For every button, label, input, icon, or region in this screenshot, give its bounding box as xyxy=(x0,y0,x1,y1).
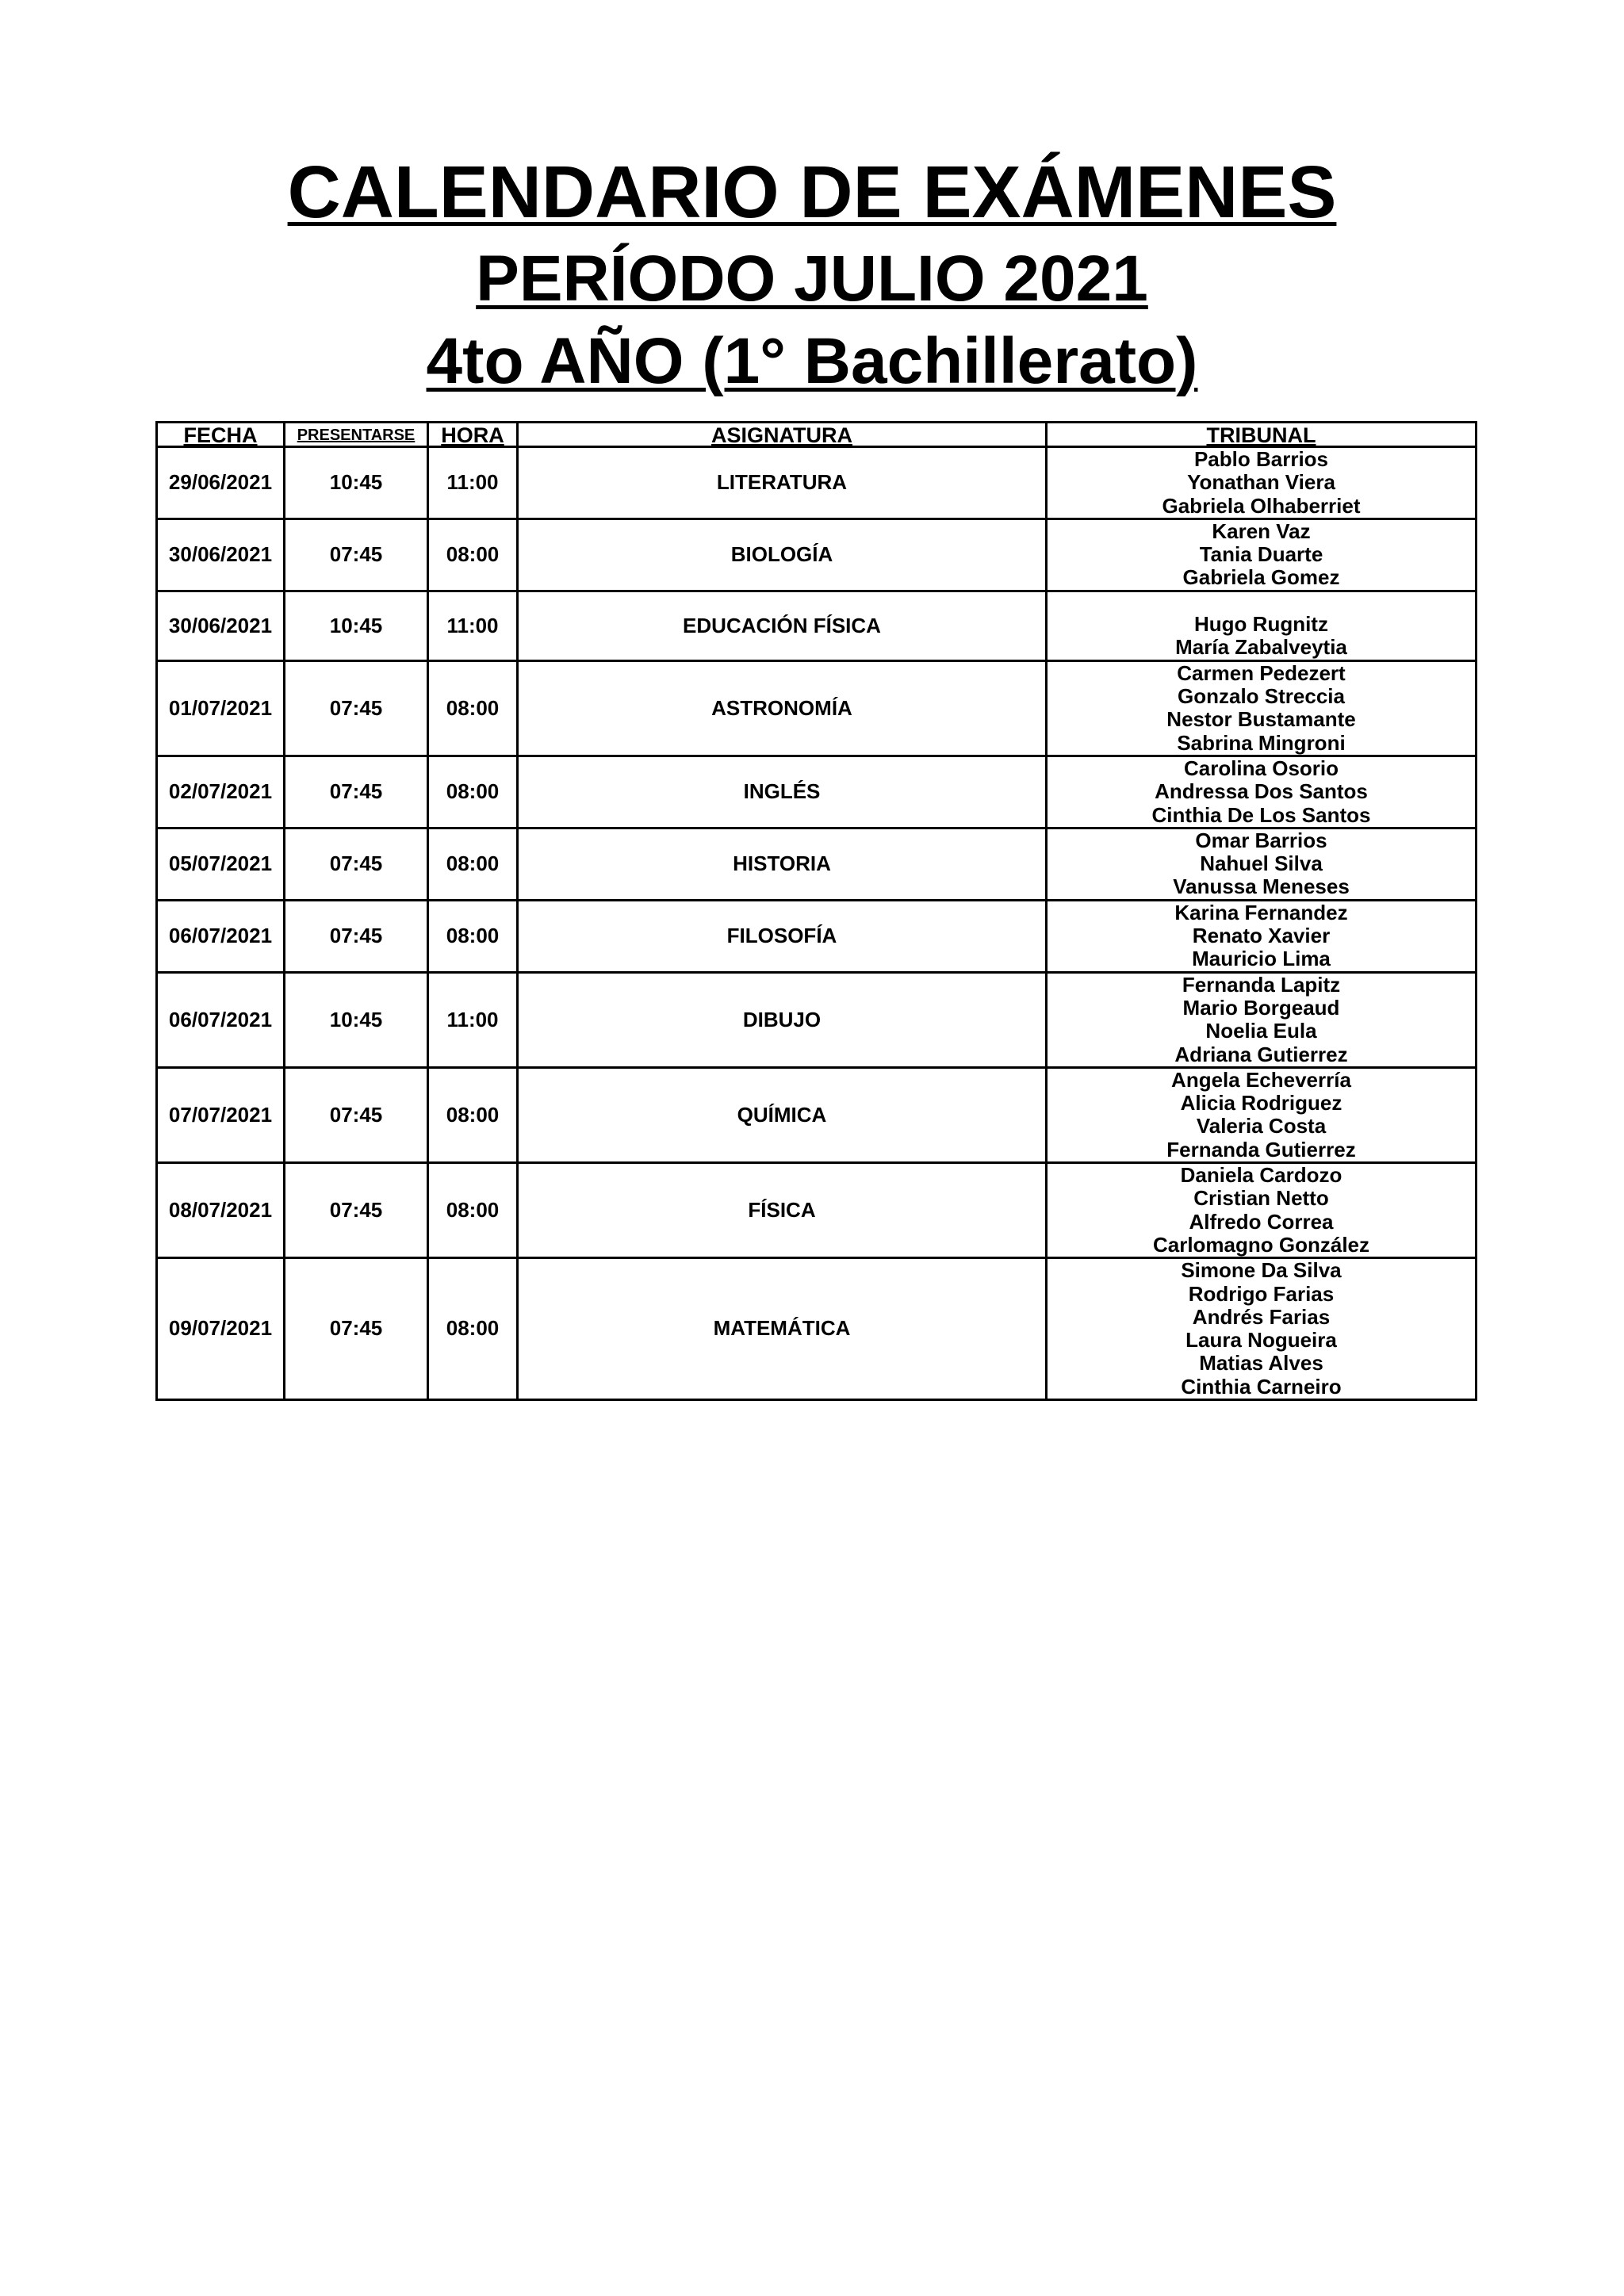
date-cell: 01/07/2021 xyxy=(157,660,285,756)
report-time-cell: 07:45 xyxy=(285,828,428,900)
table-row xyxy=(157,828,1477,900)
header-asignatura: ASIGNATURA xyxy=(518,423,1047,447)
exam-time-cell: 08:00 xyxy=(428,1067,518,1162)
tribunal-cell xyxy=(1047,756,1477,828)
tribunal-member: Nestor Bustamante xyxy=(1166,707,1356,732)
tribunal-cell xyxy=(1047,900,1477,972)
tribunal-member: Gonzalo Streccia xyxy=(1178,684,1345,709)
table-row xyxy=(157,591,1477,660)
table-row xyxy=(157,900,1477,972)
subject-cell: FÍSICA xyxy=(518,1163,1047,1258)
tribunal-member: Alfredo Correa xyxy=(1189,1209,1334,1234)
report-time-cell: 07:45 xyxy=(285,1163,428,1258)
tribunal-member: Fernanda Gutierrez xyxy=(1166,1137,1356,1161)
exam-time-cell: 08:00 xyxy=(428,900,518,972)
tribunal-cell xyxy=(1047,519,1477,591)
subject-cell: LITERATURA xyxy=(518,447,1047,519)
tribunal-member: Carolina Osorio xyxy=(1183,756,1339,780)
tribunal-member: Yonathan Viera xyxy=(1187,470,1335,495)
subject-cell: DIBUJO xyxy=(518,972,1047,1067)
subject-cell: FILOSOFÍA xyxy=(518,900,1047,972)
exam-time-cell: 08:00 xyxy=(428,1258,518,1400)
date-cell: 29/06/2021 xyxy=(157,447,285,519)
exam-time-cell: 08:00 xyxy=(428,519,518,591)
header-hora: HORA xyxy=(428,423,518,447)
tribunal-member: Mario Borgeaud xyxy=(1182,995,1340,1020)
subject-cell: ASTRONOMÍA xyxy=(518,660,1047,756)
tribunal-cell xyxy=(1047,1067,1477,1162)
tribunal-member: Matias Alves xyxy=(1199,1351,1323,1376)
tribunal-member: Carlomagno González xyxy=(1152,1232,1370,1257)
exam-time-cell: 11:00 xyxy=(428,591,518,660)
table-row xyxy=(157,756,1477,828)
tribunal-member: Hugo Rugnitz xyxy=(1194,612,1328,637)
tribunal-member: Andressa Dos Santos xyxy=(1155,779,1368,804)
table-row xyxy=(157,519,1477,591)
tribunal-cell xyxy=(1047,591,1477,660)
tribunal-member: Daniela Cardozo xyxy=(1180,1163,1342,1188)
table-header-row xyxy=(157,423,1477,447)
tribunal-member: Noelia Eula xyxy=(1205,1019,1317,1043)
document-header xyxy=(0,151,1624,397)
document-course: 4to AÑO (1° Bachillerato) xyxy=(426,325,1198,397)
report-time-cell: 07:45 xyxy=(285,519,428,591)
subject-cell: HISTORIA xyxy=(518,828,1047,900)
table-row xyxy=(157,972,1477,1067)
date-cell: 06/07/2021 xyxy=(157,900,285,972)
date-cell: 05/07/2021 xyxy=(157,828,285,900)
exam-schedule-table xyxy=(155,421,1477,1401)
tribunal-member: Gabriela Olhaberriet xyxy=(1162,493,1361,518)
tribunal-member: Cristian Netto xyxy=(1193,1186,1329,1211)
tribunal-member: Gabriela Gomez xyxy=(1182,565,1340,590)
table-row xyxy=(157,1067,1477,1162)
tribunal-cell xyxy=(1047,447,1477,519)
header-presentarse: PRESENTARSE xyxy=(285,423,428,447)
report-time-cell: 10:45 xyxy=(285,972,428,1067)
tribunal-member: Valeria Costa xyxy=(1196,1114,1327,1138)
tribunal-member: Laura Nogueira xyxy=(1185,1328,1337,1353)
tribunal-member: Adriana Gutierrez xyxy=(1174,1042,1348,1066)
date-cell: 30/06/2021 xyxy=(157,591,285,660)
exam-time-cell: 08:00 xyxy=(428,756,518,828)
tribunal-member: Rodrigo Farias xyxy=(1188,1281,1335,1306)
tribunal-member: Renato Xavier xyxy=(1192,924,1331,948)
table-row xyxy=(157,660,1477,756)
tribunal-member: Carmen Pedezert xyxy=(1177,660,1346,685)
subject-cell: QUÍMICA xyxy=(518,1067,1047,1162)
subject-cell: INGLÉS xyxy=(518,756,1047,828)
tribunal-member: Omar Barrios xyxy=(1195,828,1327,852)
report-time-cell: 10:45 xyxy=(285,591,428,660)
date-cell: 07/07/2021 xyxy=(157,1067,285,1162)
document-period: PERÍODO JULIO 2021 xyxy=(476,243,1148,315)
subject-cell: MATEMÁTICA xyxy=(518,1258,1047,1400)
tribunal-member: Tania Duarte xyxy=(1199,542,1323,567)
report-time-cell: 07:45 xyxy=(285,1258,428,1400)
tribunal-member: Karina Fernandez xyxy=(1174,900,1348,924)
tribunal-member: Sabrina Mingroni xyxy=(1177,730,1346,755)
report-time-cell: 07:45 xyxy=(285,1067,428,1162)
tribunal-cell xyxy=(1047,1258,1477,1400)
tribunal-member: Andrés Farias xyxy=(1192,1304,1331,1329)
tribunal-cell xyxy=(1047,1163,1477,1258)
tribunal-cell xyxy=(1047,660,1477,756)
table-body xyxy=(157,447,1477,1400)
exam-time-cell: 08:00 xyxy=(428,1163,518,1258)
header-fecha: FECHA xyxy=(157,423,285,447)
table-row xyxy=(157,447,1477,519)
tribunal-member: Angela Echeverría xyxy=(1171,1067,1351,1092)
exam-time-cell: 11:00 xyxy=(428,972,518,1067)
report-time-cell: 07:45 xyxy=(285,756,428,828)
tribunal-cell xyxy=(1047,972,1477,1067)
date-cell: 30/06/2021 xyxy=(157,519,285,591)
table-row xyxy=(157,1163,1477,1258)
exam-time-cell: 08:00 xyxy=(428,828,518,900)
subject-cell: BIOLOGÍA xyxy=(518,519,1047,591)
tribunal-member: Simone Da Silva xyxy=(1181,1258,1342,1283)
tribunal-member: María Zabalveytia xyxy=(1175,635,1347,660)
tribunal-member: Karen Vaz xyxy=(1212,519,1311,543)
tribunal-member: Vanussa Meneses xyxy=(1173,874,1350,899)
date-cell: 08/07/2021 xyxy=(157,1163,285,1258)
tribunal-member: Cinthia De Los Santos xyxy=(1151,802,1371,827)
date-cell: 02/07/2021 xyxy=(157,756,285,828)
tribunal-member: Fernanda Lapitz xyxy=(1182,972,1341,997)
report-time-cell: 10:45 xyxy=(285,447,428,519)
tribunal-member: Nahuel Silva xyxy=(1200,851,1323,876)
table-row xyxy=(157,1258,1477,1400)
date-cell: 09/07/2021 xyxy=(157,1258,285,1400)
tribunal-member: Pablo Barrios xyxy=(1193,447,1329,471)
subject-cell: EDUCACIÓN FÍSICA xyxy=(518,591,1047,660)
date-cell: 06/07/2021 xyxy=(157,972,285,1067)
tribunal-member: Mauricio Lima xyxy=(1192,947,1331,971)
exam-time-cell: 11:00 xyxy=(428,447,518,519)
document-title: CALENDARIO DE EXÁMENES xyxy=(287,151,1337,233)
report-time-cell: 07:45 xyxy=(285,660,428,756)
report-time-cell: 07:45 xyxy=(285,900,428,972)
tribunal-member: Alicia Rodriguez xyxy=(1180,1091,1342,1115)
tribunal-cell xyxy=(1047,828,1477,900)
header-tribunal: TRIBUNAL xyxy=(1047,423,1477,447)
tribunal-member: Cinthia Carneiro xyxy=(1181,1374,1342,1399)
exam-time-cell: 08:00 xyxy=(428,660,518,756)
